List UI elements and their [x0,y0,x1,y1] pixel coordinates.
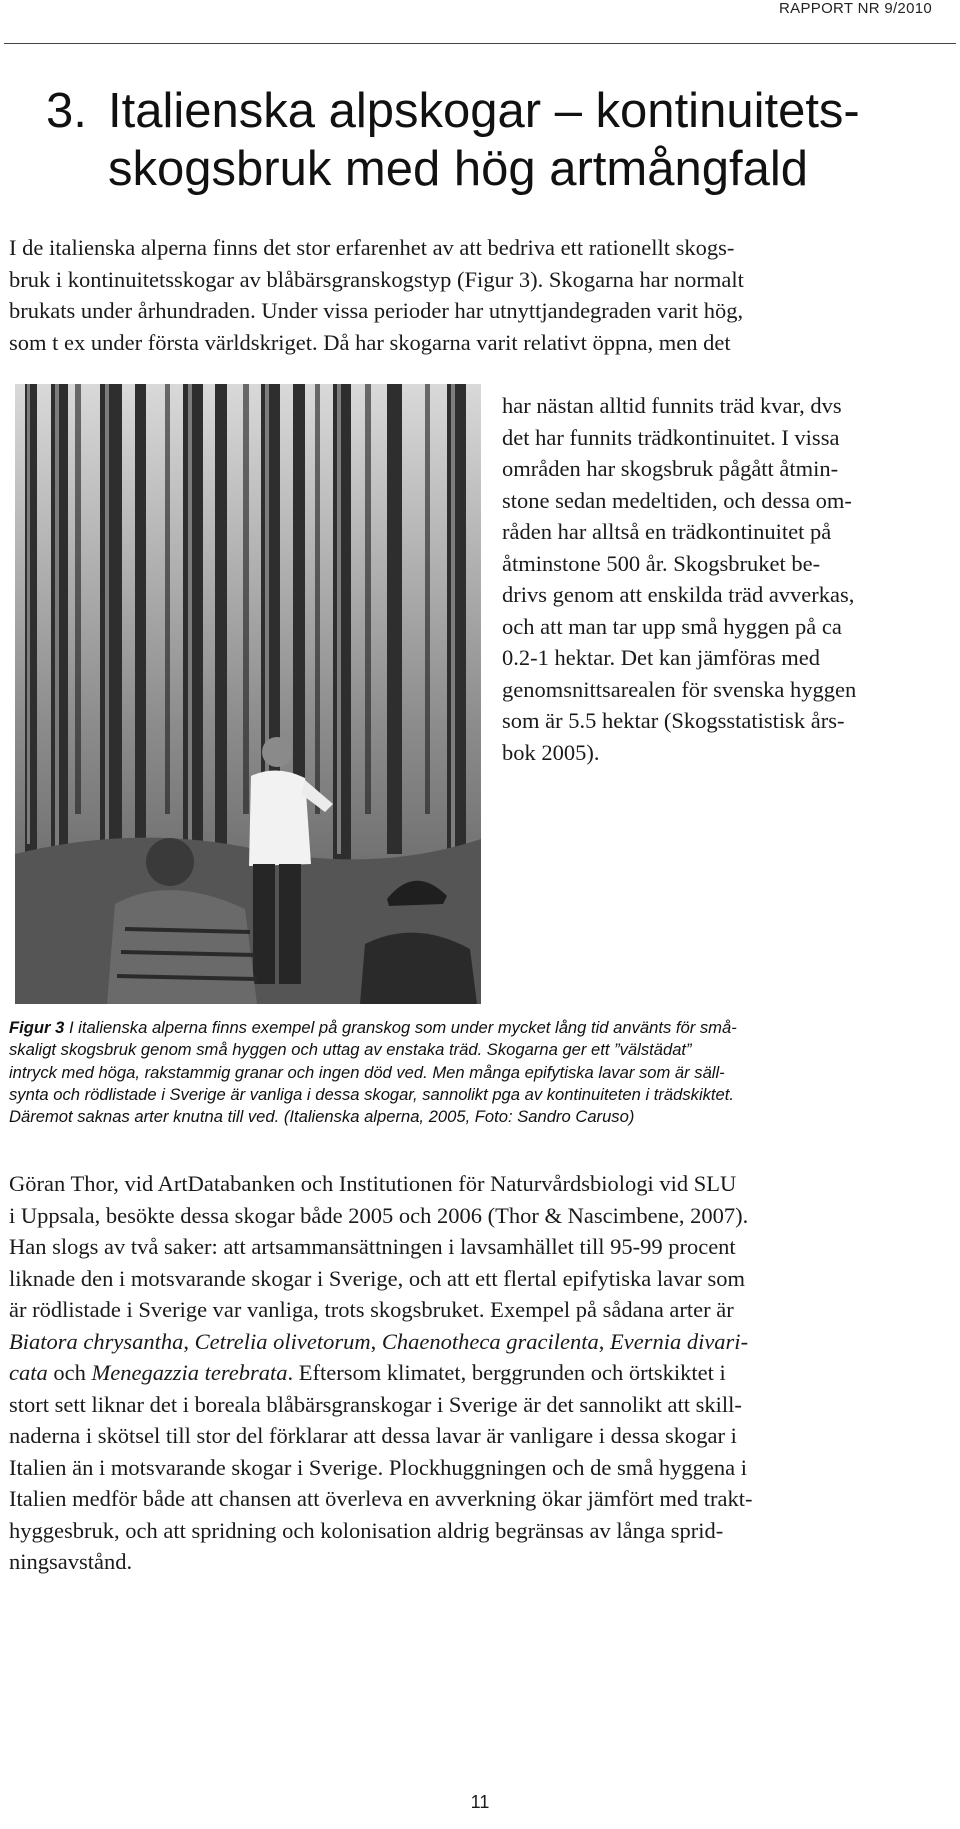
text-line: ningsavstånd. [9,1549,133,1574]
species-name: Chaenotheca gracilenta [381,1328,599,1354]
text-run: . Eftersom klimatet, berggrunden och örtskiktet i [287,1360,726,1385]
text-line: genomsnittsarealen för svenska hyggen [502,676,857,702]
chapter-number: 3. [46,84,87,138]
conjunction: och [47,1360,92,1385]
text-line: bok 2005). [502,739,600,765]
text-line: naderna i skötsel till stor del förklarar att dessa lavar är vanligare i dessa skogar i [9,1423,737,1448]
text-line: 0.2-1 hektar. Det kan jämföras med [502,645,821,670]
text-line: bruk i kontinuitetsskogar av blåbärsgranskogstyp (Figur 3). Skogarna har normalt [9,266,744,292]
thor-paragraph [9,1168,957,1578]
text-line: Han slogs av två saker: att artsammansättningen i lavsamhället till 95-99 procent [9,1234,736,1259]
text-line: Italien än i motsvarande skogar i Sverige. Plockhuggningen och de små hyggena i [9,1454,747,1480]
forest-photo [15,384,481,1004]
text-line: råden har alltså en trädkontinuitet på [502,519,832,544]
chapter-title [46,82,946,198]
text-line: brukats under århundraden. Under vissa perioder har utnyttjandegraden varit hög, [9,298,744,323]
separator: , [183,1328,195,1354]
species-name: Evernia divari- [609,1328,749,1354]
header-divider [4,43,956,44]
species-name: cata [9,1360,48,1385]
text-line: liknade den i motsvarande skogar i Sverige, och att ett flertal epifytiska lavar som [9,1265,746,1291]
text-line: har nästan alltid funnits träd kvar, dvs [502,393,842,418]
text-line: I de italienska alperna finns det stor erfarenhet av att bedriva ett rationellt skogs- [9,235,735,260]
figure-caption [9,1017,957,1128]
wrapped-paragraph [502,390,958,768]
species-name: Cetrelia olivetorum [194,1328,371,1354]
text-line: områden har skogsbruk pågått åtmin- [502,456,839,481]
chapter-title-line-2: skogsbruk med hög artmångfald [108,142,808,196]
text-line: är rödlistade i Sverige var vanliga, trots skogsbruket. Exempel på sådana arter är [9,1297,734,1322]
text-line: som t ex under första världskriget. Då har skogarna varit relativt öppna, men det [9,329,731,355]
separator: , [598,1328,610,1354]
text-line: stone sedan medeltiden, och dessa om- [502,487,852,513]
text-line: Göran Thor, vid ArtDatabanken och Institutionen för Naturvårdsbiologi vid SLU [9,1171,737,1196]
intro-paragraph [9,232,954,358]
text-line: hyggesbruk, och att spridning och kolonisation aldrig begränsas av långa sprid- [9,1517,724,1543]
page-number: 11 [470,1792,490,1812]
species-name: Biatora chrysantha [9,1328,184,1354]
text-line: åtminstone 500 år. Skogsbruket be- [502,550,821,576]
caption-line: synta och rödlistade i Sverige är vanliga i dessa skogar, sannolikt pga av kontinuiteten i trädskiktet. [9,1084,734,1104]
text-line: och att man tar upp små hyggen på ca [502,613,842,639]
caption-line: intryck med höga, rakstammig granar och ingen död ved. Men många epifytiska lavar som är säll- [9,1062,725,1082]
species-name: Menegazzia terebrata [91,1360,288,1385]
text-line: som är 5.5 hektar (Skogsstatistisk års- [502,708,845,733]
text-line: i Uppsala, besökte dessa skogar både 2005 och 2006 (Thor & Nascimbene, 2007). [9,1202,749,1228]
report-header: RAPPORT NR 9/2010 [779,0,932,17]
caption-line: I italienska alperna finns exempel på granskog som under mycket lång tid använts för små- [64,1018,737,1037]
text-line: det har funnits trädkontinuitet. I vissa [502,424,840,450]
text-line: drivs genom att enskilda träd avverkas, [502,582,855,607]
separator: , [370,1328,382,1354]
caption-line: skaligt skogsbruk genom små hyggen och uttag av enstaka träd. Skogarna ger ett ”välstädat” [9,1040,692,1060]
text-line: stort sett liknar det i boreala blåbärsgranskogar i Sverige är det sannolikt att skill- [9,1391,742,1417]
text-line: Italien medför både att chansen att överleva en avverkning ökar jämfört med trakt- [9,1486,753,1511]
figure-label: Figur 3 [9,1018,65,1037]
caption-line: Däremot saknas arter knutna till ved. (Italienska alperna, 2005, Foto: Sandro Caruso) [9,1107,635,1127]
chapter-title-line-1: Italienska alpskogar – kontinuitets- [108,84,860,138]
